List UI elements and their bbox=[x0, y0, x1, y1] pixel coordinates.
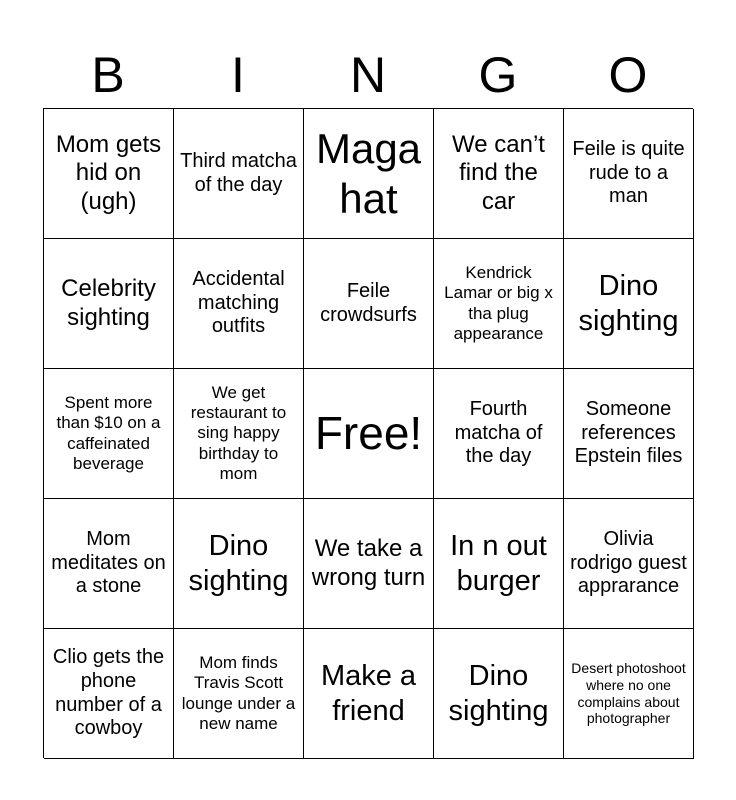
cell-text: In n out burger bbox=[450, 530, 547, 597]
cell-text: Desert photoshoot where no one complains about photographer bbox=[571, 660, 686, 727]
bingo-cell[interactable] bbox=[434, 369, 564, 499]
header-letter-o: O bbox=[608, 47, 648, 103]
bingo-cell[interactable] bbox=[304, 239, 434, 369]
cell-text: Accidental matching outfits bbox=[192, 268, 285, 338]
bingo-cell[interactable] bbox=[434, 239, 564, 369]
cell-text: Dino sighting bbox=[188, 530, 289, 597]
cell-text: Feile is quite rude to a man bbox=[572, 138, 685, 208]
cell-text: Mom gets hid on (ugh) bbox=[55, 131, 162, 215]
bingo-cell[interactable] bbox=[564, 629, 694, 759]
bingo-cell[interactable] bbox=[434, 629, 564, 759]
bingo-board bbox=[43, 108, 693, 758]
bingo-cell[interactable] bbox=[174, 499, 304, 629]
cell-text: We get restaurant to sing happy birthday to mom bbox=[190, 383, 287, 483]
cell-text: Kendrick Lamar or big x tha plug appearance bbox=[444, 263, 553, 343]
cell-text: Spent more than $10 on a caffeinated beverage bbox=[56, 393, 161, 473]
cell-text: Clio gets the phone number of a cowboy bbox=[52, 646, 165, 740]
cell-text: Maga hat bbox=[315, 124, 422, 222]
bingo-cell[interactable] bbox=[174, 629, 304, 759]
bingo-cell[interactable] bbox=[174, 369, 304, 499]
header-letter-b: B bbox=[91, 47, 125, 103]
cell-text: Dino sighting bbox=[578, 270, 679, 337]
cell-text: Mom finds Travis Scott lounge under a new name bbox=[181, 653, 296, 733]
bingo-cell[interactable] bbox=[174, 109, 304, 239]
bingo-cell[interactable] bbox=[304, 629, 434, 759]
header-letter-n: N bbox=[349, 47, 387, 103]
bingo-cell[interactable] bbox=[564, 109, 694, 239]
free-space-text: Free! bbox=[314, 407, 423, 460]
cell-text: Make a friend bbox=[320, 660, 417, 727]
bingo-header bbox=[43, 42, 693, 108]
bingo-cell[interactable] bbox=[564, 499, 694, 629]
cell-text: We can’t find the car bbox=[452, 131, 545, 215]
cell-text: Third matcha of the day bbox=[180, 149, 297, 196]
bingo-cell[interactable] bbox=[44, 369, 174, 499]
cell-text: Feile crowdsurfs bbox=[320, 279, 417, 326]
cell-text: We take a wrong turn bbox=[311, 535, 426, 591]
bingo-cell[interactable] bbox=[44, 499, 174, 629]
cell-text: Fourth matcha of the day bbox=[454, 398, 543, 468]
cell-text: Celebrity sighting bbox=[61, 275, 156, 331]
cell-text: Dino sighting bbox=[448, 660, 549, 727]
bingo-cell[interactable] bbox=[434, 499, 564, 629]
bingo-cell[interactable] bbox=[44, 109, 174, 239]
bingo-cell[interactable] bbox=[174, 239, 304, 369]
cell-text: Someone references Epstein files bbox=[574, 398, 683, 468]
header-letter-i: I bbox=[231, 47, 245, 103]
bingo-cell[interactable] bbox=[304, 109, 434, 239]
bingo-cell-free[interactable] bbox=[304, 369, 434, 499]
bingo-cell[interactable] bbox=[304, 499, 434, 629]
bingo-cell[interactable] bbox=[564, 369, 694, 499]
bingo-cell[interactable] bbox=[44, 239, 174, 369]
bingo-cell[interactable] bbox=[434, 109, 564, 239]
cell-text: Mom meditates on a stone bbox=[51, 528, 166, 598]
bingo-cell[interactable] bbox=[44, 629, 174, 759]
bingo-cell[interactable] bbox=[564, 239, 694, 369]
cell-text: Olivia rodrigo guest apprarance bbox=[570, 528, 687, 598]
header-letter-g: G bbox=[478, 47, 518, 103]
